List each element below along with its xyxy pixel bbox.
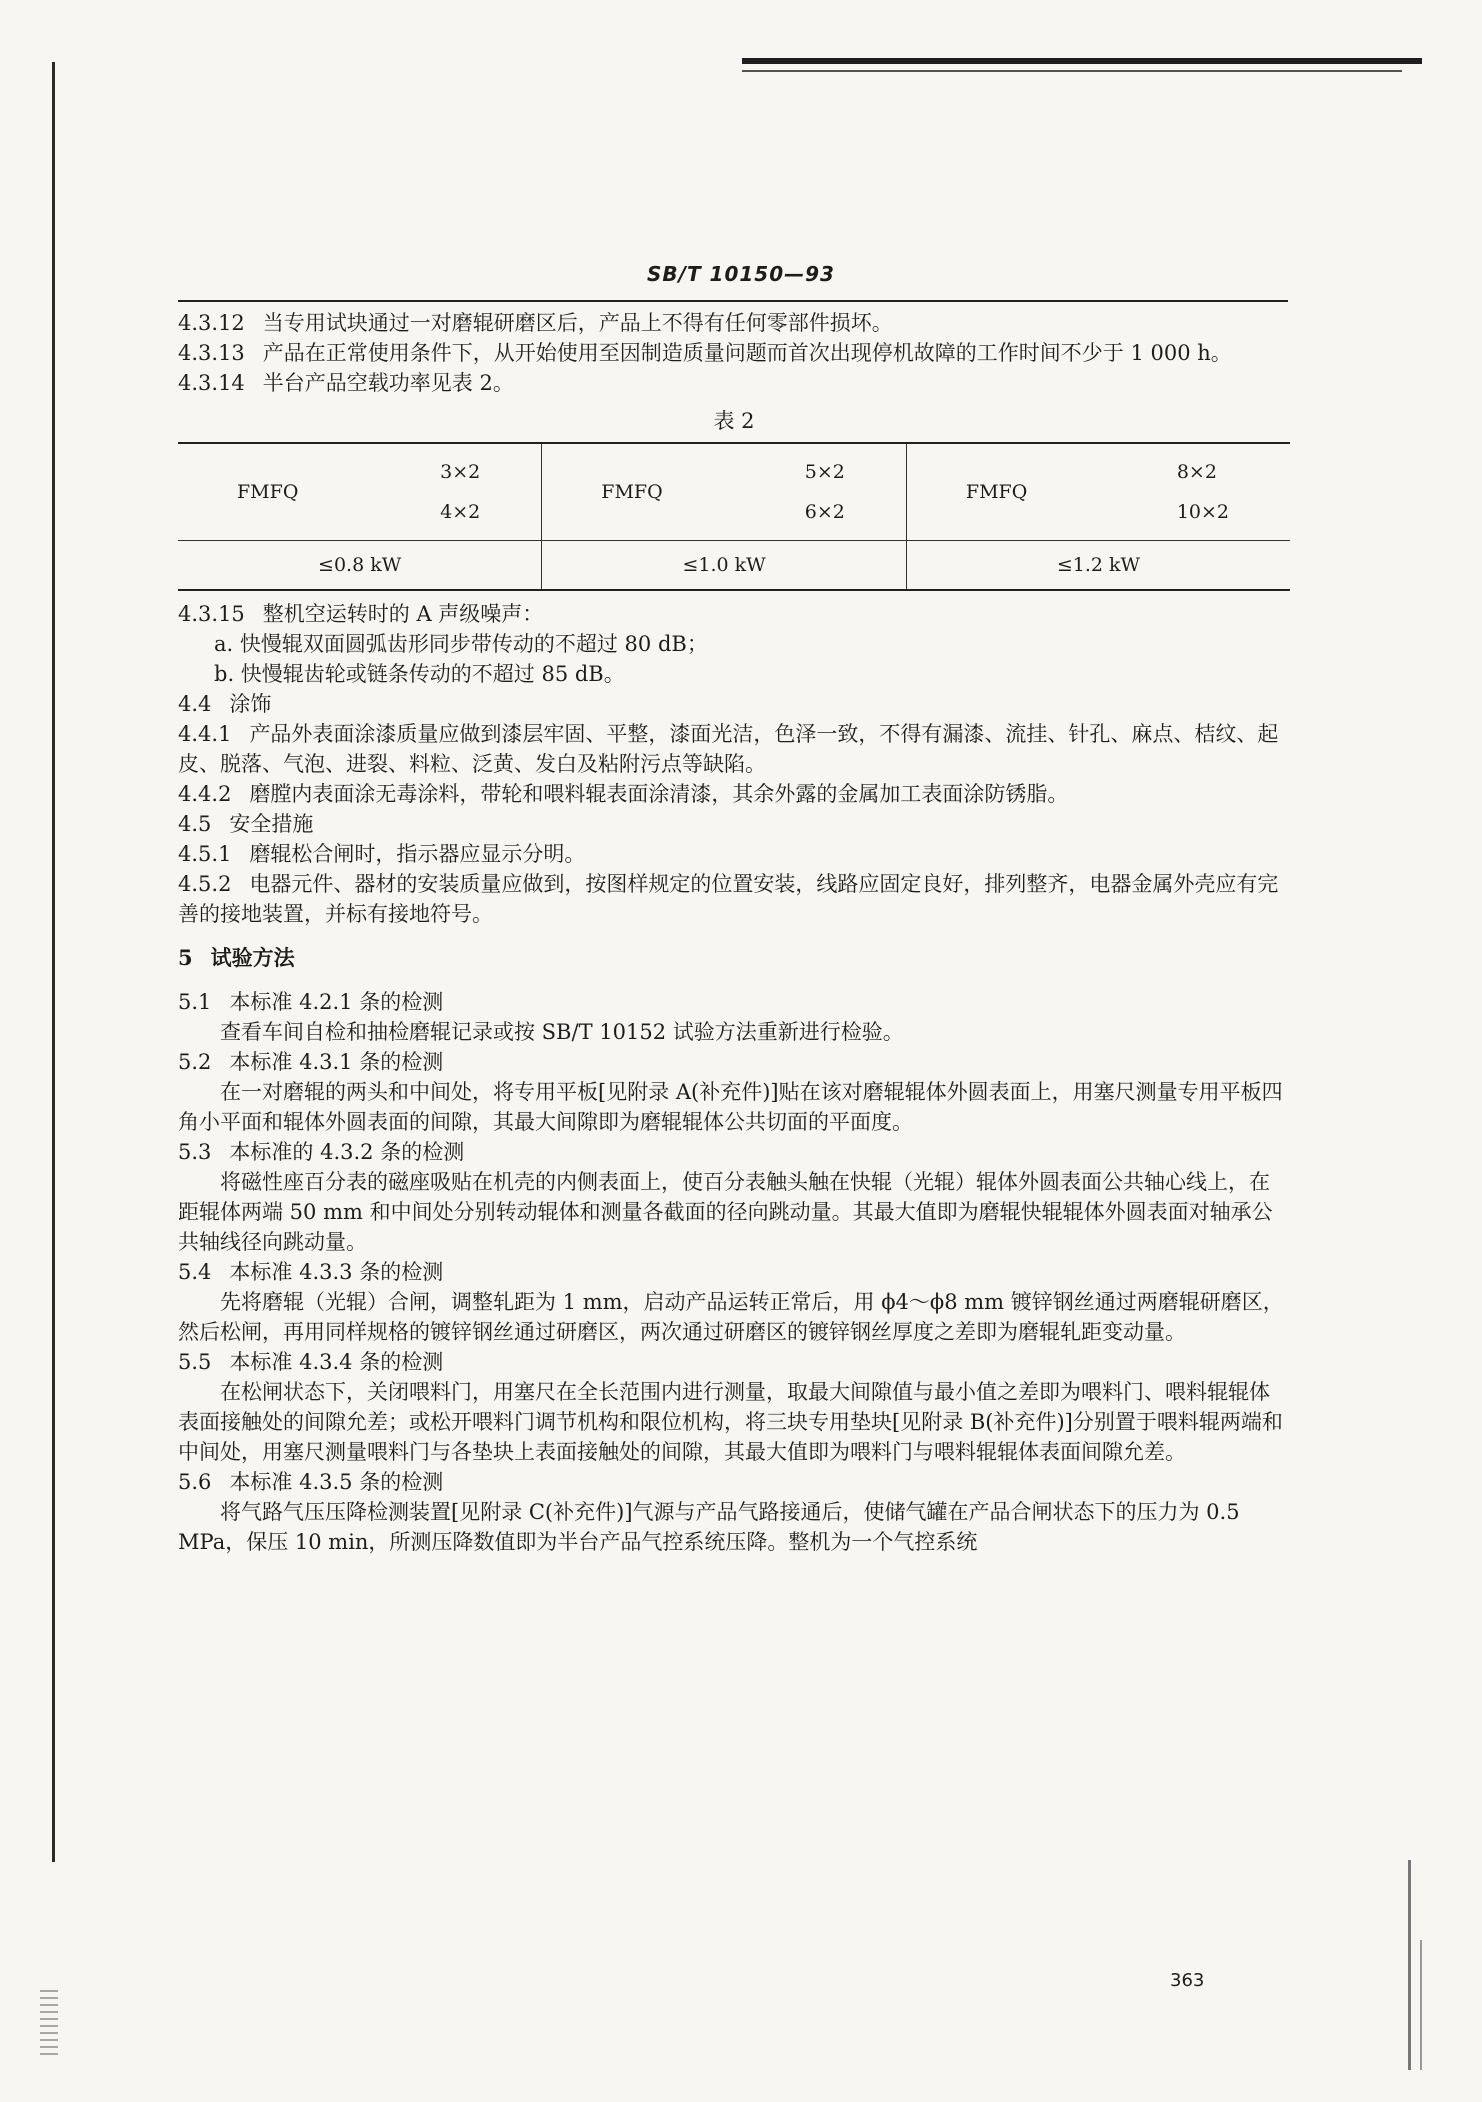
- clause-5-5-heading: [178, 1347, 1290, 1377]
- table-row-power: [178, 541, 1290, 591]
- clause-text: 当专用试块通过一对磨辊研磨区后，产品上不得有任何零部件损坏。: [262, 311, 893, 335]
- clause-4-4-1: [178, 719, 1290, 779]
- table-row-models: [178, 443, 1290, 541]
- clause-title: 本标准 4.3.1 条的检测: [229, 1050, 444, 1074]
- table-cell-power: ≤1.0 kW: [542, 541, 907, 591]
- clause-number: 4.5.1: [178, 842, 232, 866]
- model-size: 6×2: [804, 501, 845, 523]
- clause-5-3-heading: [178, 1137, 1290, 1167]
- scan-border-top-thin: [742, 70, 1402, 72]
- clause-number: 4.3.12: [178, 311, 245, 335]
- table-cell-model: [906, 443, 1290, 541]
- scan-speckle: [40, 1990, 58, 2060]
- clause-number: 5.4: [178, 1260, 212, 1284]
- section-5: [178, 943, 1290, 973]
- clause-text: 产品外表面涂漆质量应做到漆层牢固、平整，漆面光洁，色泽一致，不得有漏漆、流挂、针孔、麻点、桔纹、起皮、脱落、气泡、进裂、料粒、泛黄、发白及粘附污点等缺陷。: [178, 722, 1279, 776]
- document-body: [178, 308, 1290, 1557]
- clause-5-3-text: 将磁性座百分表的磁座吸贴在机壳的内侧表面上，使百分表触头触在快辊（光辊）辊体外圆表面公共轴心线上，在距辊体两端 50 mm 和中间处分别转动辊体和测量各截面的径向跳动量。其最大值即为磨辊快辊辊体外圆表面对轴承公共轴线径向跳动量。: [178, 1170, 1273, 1254]
- model-size: 5×2: [804, 461, 845, 483]
- model-size: 4×2: [440, 501, 481, 523]
- clause-number: 4.5.2: [178, 872, 232, 896]
- clause-number: 5.3: [178, 1140, 212, 1164]
- table-cell-model: [178, 443, 542, 541]
- list-item: b. 快慢辊齿轮或链条传动的不超过 85 dB。: [214, 662, 625, 686]
- model-label: FMFQ: [601, 481, 663, 503]
- section-title: 试验方法: [210, 945, 295, 970]
- clause-4-3-15: [178, 599, 1290, 629]
- clause-4-3-13: [178, 338, 1290, 368]
- clause-number: 4.3.14: [178, 371, 245, 395]
- section-number: 4.4: [178, 692, 212, 716]
- model-size: 3×2: [440, 461, 481, 483]
- clause-5-5-text: 在松闸状态下，关闭喂料门，用塞尺在全长范围内进行测量，取最大间隙值与最小值之差即为喂料门、喂料辊辊体表面接触处的间隙允差；或松开喂料门调节机构和限位机构，将三块专用垫块[见附录 B(补充件)]分别置于喂料辊两端和中间处，用塞尺测量喂料门与各垫块上表面接触处的间隙，其最大值即为喂料门与喂料辊辊体表面间隙允差。: [178, 1380, 1283, 1464]
- clause-number: 4.3.13: [178, 341, 245, 365]
- scan-border-right-thin: [1420, 1940, 1422, 2070]
- model-label: FMFQ: [237, 481, 299, 503]
- section-number: 4.5: [178, 812, 212, 836]
- clause-5-6-heading: [178, 1467, 1290, 1497]
- clause-title: 本标准的 4.3.2 条的检测: [229, 1140, 465, 1164]
- clause-4-5-2: [178, 869, 1290, 929]
- clause-text: 整机空运转时的 A 声级噪声：: [262, 602, 544, 626]
- clause-text: 产品在正常使用条件下，从开始使用至因制造质量问题而首次出现停机故障的工作时间不少于 1 000 h。: [262, 341, 1232, 365]
- clause-5-4-text: 先将磨辊（光辊）合闸，调整轧距为 1 mm，启动产品运转正常后，用 ϕ4～ϕ8 mm 镀锌钢丝通过两磨辊研磨区，然后松闸，再用同样规格的镀锌钢丝通过研磨区，两次通过研磨区的镀锌钢丝厚度之差即为磨辊轧距变动量。: [178, 1290, 1284, 1344]
- clause-4-5-1: [178, 839, 1290, 869]
- clause-5-2-heading: [178, 1047, 1290, 1077]
- clause-4-4-2: [178, 779, 1290, 809]
- section-number: 5: [178, 945, 193, 970]
- section-4-5: [178, 809, 1290, 839]
- clause-title: 本标准 4.3.3 条的检测: [229, 1260, 444, 1284]
- scan-border-top: [742, 58, 1422, 64]
- scan-border-left: [52, 62, 55, 1862]
- table-cell-power: ≤0.8 kW: [178, 541, 542, 591]
- clause-text: 磨辊松合闸时，指示器应显示分明。: [249, 842, 586, 866]
- clause-5-1-text: 查看车间自检和抽检磨辊记录或按 SB/T 10152 试验方法重新进行检验。: [220, 1020, 904, 1044]
- scan-border-right: [1408, 1860, 1411, 2070]
- table-caption: 表 2: [713, 409, 755, 433]
- model-size: 8×2: [1176, 461, 1217, 483]
- clause-text: 电器元件、器材的安装质量应做到，按图样规定的位置安装，线路应固定良好，排列整齐，电器金属外壳应有完善的接地装置，并标有接地符号。: [178, 872, 1279, 926]
- clause-number: 4.3.15: [178, 602, 245, 626]
- model-size: 10×2: [1176, 501, 1229, 523]
- clause-5-4-heading: [178, 1257, 1290, 1287]
- table-cell-model: [542, 443, 907, 541]
- clause-number: 5.2: [178, 1050, 212, 1074]
- header-rule: [178, 300, 1288, 302]
- list-item: a. 快慢辊双面圆弧齿形同步带传动的不超过 80 dB；: [214, 632, 708, 656]
- clause-title: 本标准 4.2.1 条的检测: [229, 990, 444, 1014]
- clause-4-3-14: [178, 368, 1290, 398]
- section-4-4: [178, 689, 1290, 719]
- clause-text: 半台产品空载功率见表 2。: [262, 371, 514, 395]
- clause-number: 5.6: [178, 1470, 212, 1494]
- clause-number: 4.4.1: [178, 722, 232, 746]
- clause-4-3-12: [178, 308, 1290, 338]
- clause-title: 本标准 4.3.4 条的检测: [229, 1350, 444, 1374]
- standard-code-header: SB/T 10150—93: [647, 262, 835, 286]
- model-label: FMFQ: [965, 481, 1028, 503]
- clause-5-1-heading: [178, 987, 1290, 1017]
- clause-text: 磨膛内表面涂无毒涂料，带轮和喂料辊表面涂清漆，其余外露的金属加工表面涂防锈脂。: [249, 782, 1069, 806]
- clause-5-6-text: 将气路气压压降检测装置[见附录 C(补充件)]气源与产品气路接通后，使储气罐在产品合闸状态下的压力为 0.5 MPa，保压 10 min，所测压降数值即为半台产品气控系统压降。整机为一个气控系统: [178, 1500, 1240, 1554]
- clause-number: 5.5: [178, 1350, 212, 1374]
- section-title: 涂饰: [229, 692, 272, 716]
- clause-number: 4.4.2: [178, 782, 232, 806]
- clause-5-2-text: 在一对磨辊的两头和中间处，将专用平板[见附录 A(补充件)]贴在该对磨辊辊体外圆表面上，用塞尺测量专用平板四角小平面和辊体外圆表面的间隙，其最大间隙即为磨辊辊体公共切面的平面度。: [178, 1080, 1283, 1134]
- clause-title: 本标准 4.3.5 条的检测: [229, 1470, 444, 1494]
- clause-number: 5.1: [178, 990, 212, 1014]
- section-title: 安全措施: [229, 812, 314, 836]
- table-cell-power: ≤1.2 kW: [906, 541, 1290, 591]
- page-number: 363: [1170, 1970, 1205, 1991]
- power-table: [178, 442, 1290, 591]
